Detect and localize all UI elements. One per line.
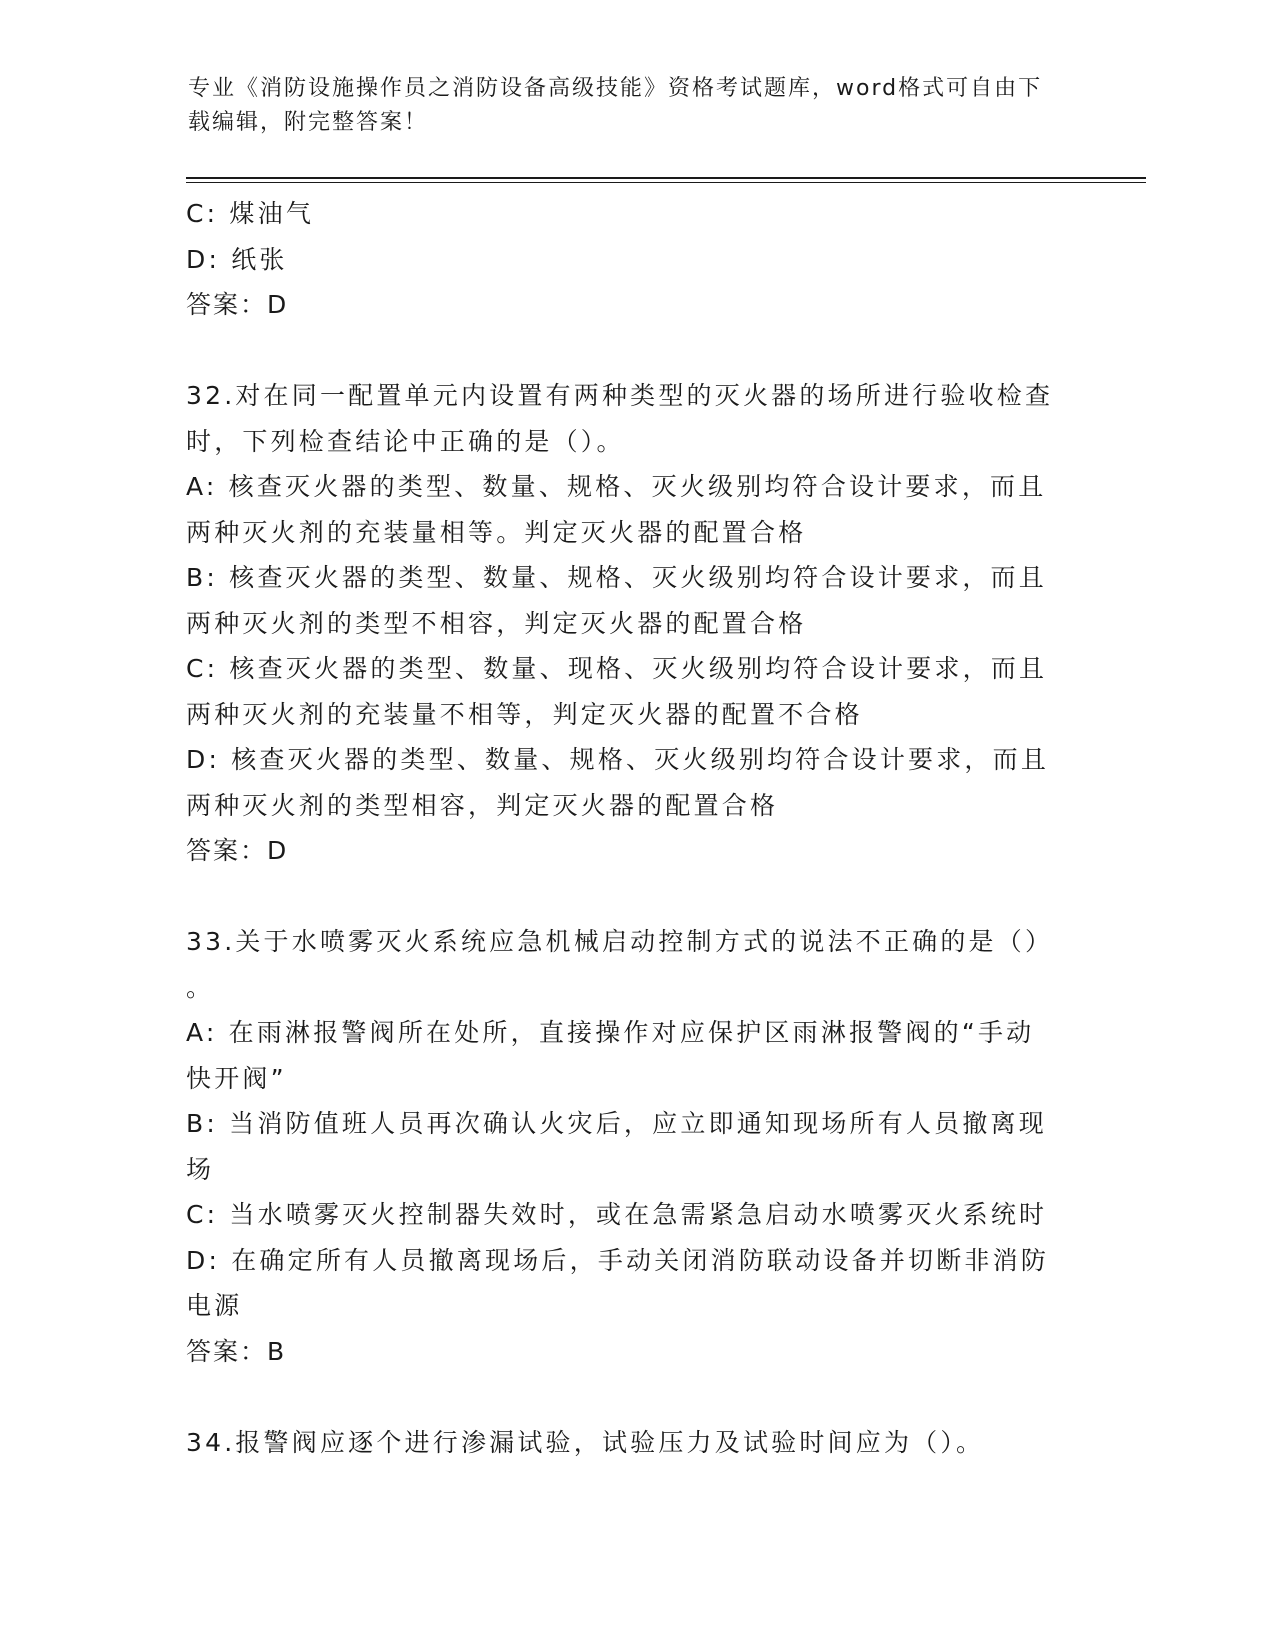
option-a: 快开阀” (186, 1063, 287, 1093)
option-a: A: 在雨淋报警阀所在处所，直接操作对应保护区雨淋报警阀的“手动 (186, 1018, 1035, 1047)
header-divider-thick (186, 177, 1146, 179)
header-line-1: 专业《消防设施操作员之消防设备高级技能》资格考试题库，word格式可自由下 (188, 76, 1043, 101)
option-b: B: 核查灭火器的类型、数量、规格、灭火级别均符合设计要求，而且 (186, 563, 1047, 592)
option-b: 两种灭火剂的类型不相容，判定灭火器的配置合格 (186, 608, 807, 638)
spacer (186, 1374, 1066, 1420)
option-c: C: 当水喷雾灭火控制器失效时，或在急需紧急启动水喷雾灭火系统时 (186, 1200, 1048, 1229)
option-d: D: 在确定所有人员撤离现场后，手动关闭消防联动设备并切断非消防 (186, 1245, 1050, 1275)
question-stem: 32.对在同一配置单元内设置有两种类型的灭火器的场所进行验收检查 (186, 381, 1054, 410)
option-d: D: 纸张 (186, 244, 288, 274)
question-content (186, 191, 1066, 1465)
answer-line: 答案：D (186, 836, 289, 865)
option-a: A: 核查灭火器的类型、数量、规格、灭火级别均符合设计要求，而且 (186, 472, 1047, 501)
option-d: D: 核查灭火器的类型、数量、规格、灭火级别均符合设计要求，而且 (186, 745, 1050, 774)
option-d: 两种灭火剂的类型相容，判定灭火器的配置合格 (186, 790, 779, 820)
option-c: C: 核查灭火器的类型、数量、现格、灭火级别均符合设计要求，而且 (186, 654, 1048, 683)
question-33 (186, 919, 1066, 1374)
question-32 (186, 373, 1066, 874)
option-c: 两种灭火剂的充装量不相等，判定灭火器的配置不合格 (186, 699, 863, 729)
question-stem: 34.报警阀应逐个进行渗漏试验，试验压力及试验时间应为（）。 (186, 1427, 985, 1457)
header-line-2: 载编辑，附完整答案！ (188, 110, 429, 135)
document-header (188, 72, 1068, 140)
option-d: 电源 (186, 1291, 243, 1320)
option-b: B: 当消防值班人员再次确认火灾后，应立即通知现场所有人员撤离现 (186, 1109, 1047, 1138)
answer-line: 答案：B (186, 1336, 287, 1366)
spacer (186, 328, 1066, 374)
question-stem: 33.关于水喷雾灭火系统应急机械启动控制方式的说法不正确的是（） (186, 927, 1054, 956)
question-stem: 。 (186, 972, 215, 1002)
question-34 (186, 1420, 1066, 1466)
answer-line: 答案：D (186, 290, 289, 319)
option-b: 场 (186, 1154, 215, 1184)
option-a: 两种灭火剂的充装量相等。判定灭火器的配置合格 (186, 517, 807, 547)
option-c: C: 煤油气 (186, 199, 315, 228)
previous-question-tail (186, 191, 1066, 328)
question-stem: 时，下列检查结论中正确的是（）。 (186, 426, 625, 456)
header-divider-thin (186, 182, 1146, 183)
spacer (186, 874, 1066, 920)
